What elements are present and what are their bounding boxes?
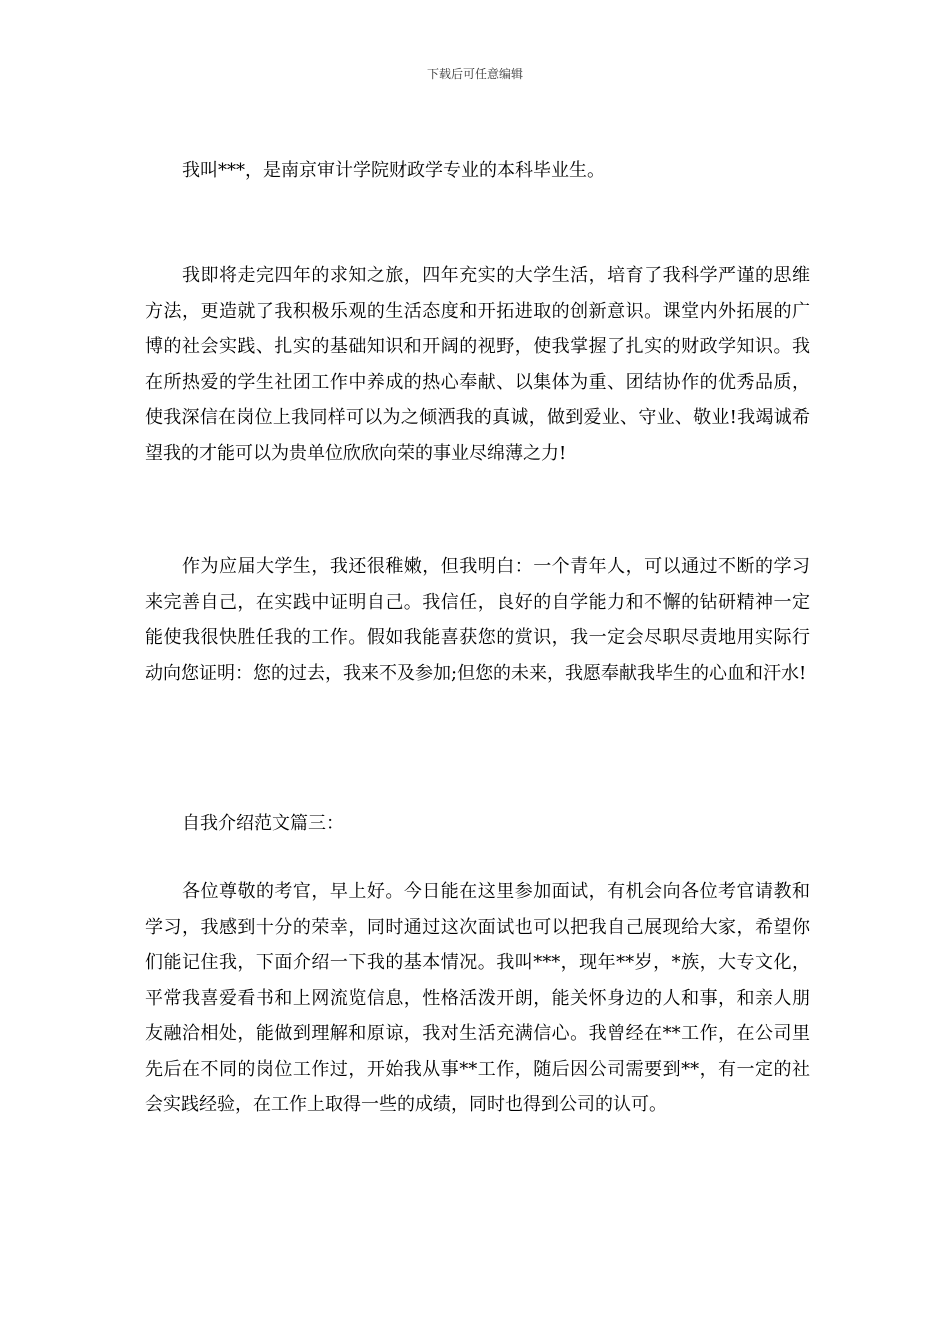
page-header-note: 下载后可任意编辑 — [426, 67, 523, 81]
paragraph-intro: 我叫***，是南京审计学院财政学专业的本科毕业生。 — [182, 160, 605, 181]
paragraph-study: 我即将走完四年的求知之旅，四年充实的大学生活，培育了我科学严谨的思维方法，更造就了我积极乐观的生活态度和开拓进取的创新意识。课堂内外拓展的广博的社会实践、扎实的基础知识和开阔的视野，使我掌握了扎实的财政学知识。我在所热爱的学生社团工作中养成的热心奉献、以集体为重、团结协作的优秀品质，使我深信在岗位上我同样可以为之倾洒我的真诚，做到爱业、守业、敬业!我竭诚希望我的才能可以为贵单位欣欣向荣的事业尽绵薄之力! — [145, 265, 810, 464]
section-heading: 自我介绍范文篇三： — [182, 813, 344, 834]
paragraph-interview: 各位尊敬的考官，早上好。今日能在这里参加面试，有机会向各位考官请教和学习，我感到十分的荣幸，同时通过这次面试也可以把我自己展现给大家，希望你们能记住我，下面介绍一下我的基本情况。我叫***，现年**岁，*族，大专文化，平常我喜爱看书和上网流览信息，性格活泼开朗，能关怀身边的人和事，和亲人朋友融洽相处，能做到理解和原谅，我对生活充满信心。我曾经在**工作，在公司里先后在不同的岗位工作过，开始我从事**工作，随后因公司需要到**，有一定的社会实践经验，在工作上取得一些的成绩，同时也得到公司的认可。 — [145, 881, 810, 1115]
paragraph-graduate: 作为应届大学生，我还很稚嫩，但我明白：一个青年人，可以通过不断的学习来完善自己，在实践中证明自己。我信任，良好的自学能力和不懈的钻研精神一定能使我很快胜任我的工作。假如我能喜获您的赏识，我一定会尽职尽责地用实际行动向您证明：您的过去，我来不及参加;但您的未来，我愿奉献我毕生的心血和汗水! — [145, 556, 810, 684]
